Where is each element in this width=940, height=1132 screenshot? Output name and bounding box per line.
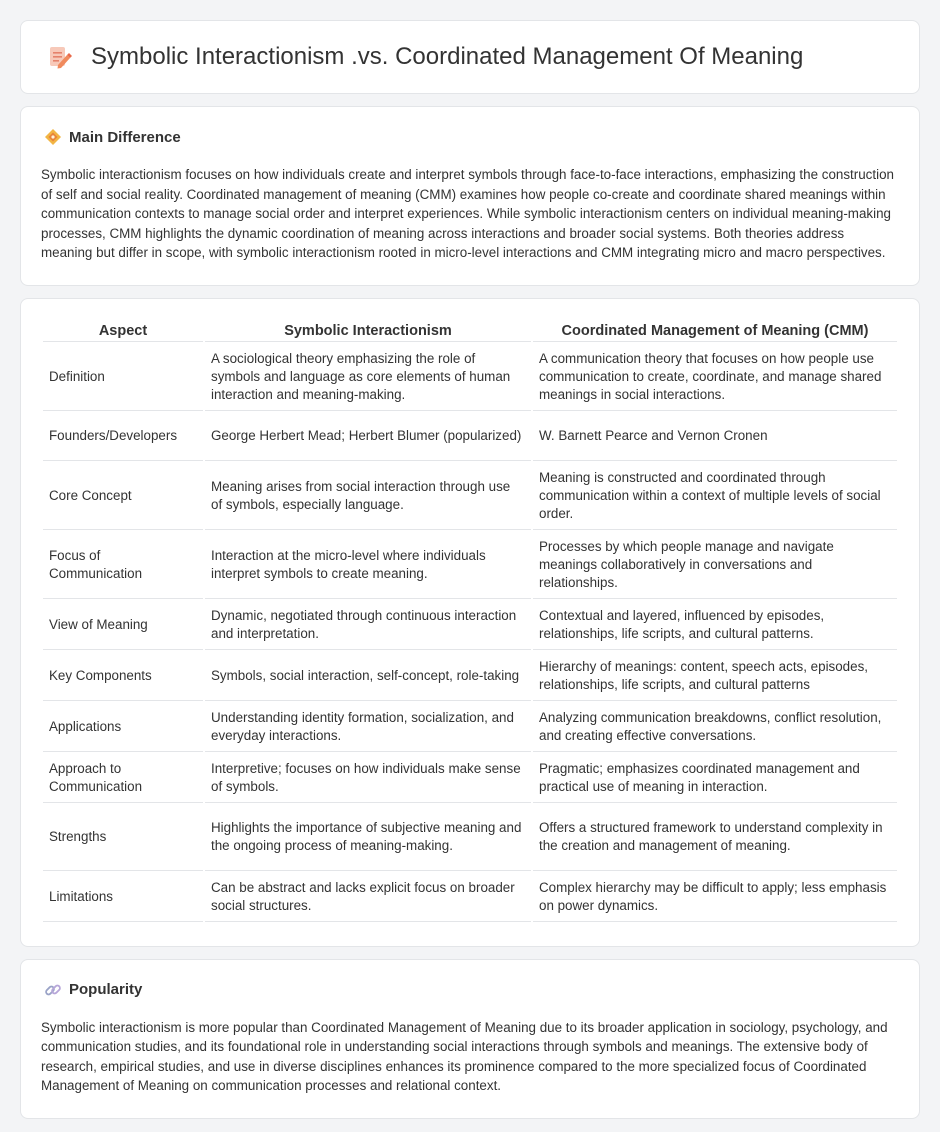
- cell-aspect: Strengths: [43, 805, 203, 871]
- cell-cmm: Analyzing communication breakdowns, conflict resolution, and creating effective conversations.: [533, 703, 897, 752]
- cell-symbolic: George Herbert Mead; Herbert Blumer (popularized): [205, 413, 531, 461]
- pencil-document-icon: [45, 43, 73, 71]
- cell-symbolic: Interaction at the micro-level where individuals interpret symbols to create meaning.: [205, 532, 531, 599]
- cell-aspect: Applications: [43, 703, 203, 752]
- link-icon: [43, 980, 63, 1000]
- cell-symbolic: Understanding identity formation, socialization, and everyday interactions.: [205, 703, 531, 752]
- cell-symbolic: Can be abstract and lacks explicit focus on broader social structures.: [205, 873, 531, 922]
- cell-cmm: Complex hierarchy may be difficult to apply; less emphasis on power dynamics.: [533, 873, 897, 922]
- cell-cmm: Offers a structured framework to understand complexity in the creation and management of meaning.: [533, 805, 897, 871]
- popularity-text: Symbolic interactionism is more popular than Coordinated Management of Meaning due to its broader application in sociology, psychology, and communication studies, and its foundational role in understanding social interactions through symbols and meanings. The extensive body of research, empirical studies, and use in diverse disciplines enhances its prominence compared to the more specialized focus of Coordinated Management of Meaning on communication processes and relational context.: [41, 1019, 888, 1093]
- main-difference-header: [43, 127, 899, 147]
- popularity-section: [20, 959, 920, 1119]
- cell-cmm: Contextual and layered, influenced by episodes, relationships, life scripts, and cultural patterns.: [533, 601, 897, 650]
- popularity-header: [43, 980, 899, 1000]
- table-row: [43, 805, 897, 871]
- table-row: [43, 754, 897, 803]
- cell-cmm: W. Barnett Pearce and Vernon Cronen: [533, 413, 897, 461]
- comparison-table: [41, 319, 899, 924]
- header-cmm: Coordinated Management of Meaning (CMM): [533, 321, 897, 342]
- main-difference-heading: Main Difference: [69, 128, 181, 146]
- table-row: [43, 532, 897, 599]
- cell-aspect: Founders/Developers: [43, 413, 203, 461]
- comparison-card: [20, 298, 920, 947]
- cell-cmm: A communication theory that focuses on how people use communication to create, coordinate, and manage shared meanings in social interactions.: [533, 344, 897, 411]
- cell-aspect: Limitations: [43, 873, 203, 922]
- cell-aspect: View of Meaning: [43, 601, 203, 650]
- popularity-heading: Popularity: [69, 981, 143, 998]
- table-row: [43, 463, 897, 530]
- cell-aspect: Focus of Communication: [43, 532, 203, 599]
- cell-cmm: Pragmatic; emphasizes coordinated management and practical use of meaning in interaction.: [533, 754, 897, 803]
- table-row: [43, 652, 897, 701]
- table-row: [43, 873, 897, 922]
- table-header-row: [43, 321, 897, 342]
- cell-aspect: Approach to Communication: [43, 754, 203, 803]
- cell-symbolic: Symbols, social interaction, self-concept, role-taking: [205, 652, 531, 701]
- title-card: [20, 20, 920, 94]
- diamond-icon: [43, 127, 63, 147]
- table-row: [43, 703, 897, 752]
- main-difference-section: [20, 106, 920, 286]
- cell-cmm: Hierarchy of meanings: content, speech acts, episodes, relationships, life scripts, and cultural patterns: [533, 652, 897, 701]
- cell-cmm: Meaning is constructed and coordinated through communication within a context of multiple levels of social order.: [533, 463, 897, 530]
- table-row: [43, 344, 897, 411]
- cell-symbolic: Interpretive; focuses on how individuals make sense of symbols.: [205, 754, 531, 803]
- cell-aspect: Definition: [43, 344, 203, 411]
- cell-aspect: Core Concept: [43, 463, 203, 530]
- main-difference-text: Symbolic interactionism focuses on how individuals create and interpret symbols through face-to-face interactions, emphasizing the construction of self and social reality. Coordinated management of meaning (CMM) examines how people co-create and coordinate shared meanings within communication contexts to manage social order and interpret experiences. While symbolic interactionism centers on individual meaning-making processes, CMM highlights the dynamic coordination of meaning across interactions and broader social systems. Both theories address meaning but differ in scope, with symbolic interactionism rooted in micro-level interactions and CMM integrating micro and macro perspectives.: [41, 167, 894, 260]
- table-row: [43, 413, 897, 461]
- page-title: Symbolic Interactionism .vs. Coordinated Management Of Meaning: [91, 43, 804, 70]
- header-symbolic-interactionism: Symbolic Interactionism: [205, 321, 531, 342]
- table-row: [43, 601, 897, 650]
- cell-cmm: Processes by which people manage and navigate meanings collaboratively in conversations and relationships.: [533, 532, 897, 599]
- cell-symbolic: Meaning arises from social interaction through use of symbols, especially language.: [205, 463, 531, 530]
- cell-symbolic: A sociological theory emphasizing the role of symbols and language as core elements of human interaction and meaning-making.: [205, 344, 531, 411]
- cell-symbolic: Highlights the importance of subjective meaning and the ongoing process of meaning-making.: [205, 805, 531, 871]
- header-aspect: Aspect: [43, 321, 203, 342]
- cell-symbolic: Dynamic, negotiated through continuous interaction and interpretation.: [205, 601, 531, 650]
- cell-aspect: Key Components: [43, 652, 203, 701]
